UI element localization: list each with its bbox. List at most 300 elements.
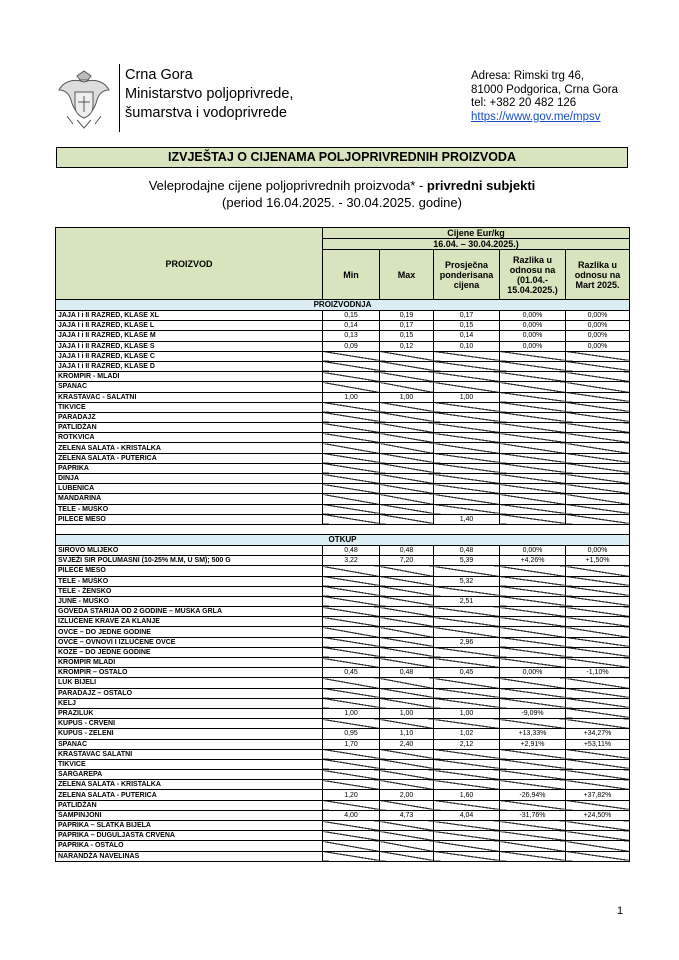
empty-cell bbox=[566, 361, 630, 371]
empty-cell bbox=[380, 759, 434, 769]
value-cell: 0,00% bbox=[500, 668, 566, 678]
empty-cell bbox=[434, 412, 500, 422]
empty-cell bbox=[434, 566, 500, 576]
product-name: SIROVO MLIJEKO bbox=[56, 545, 323, 555]
empty-cell bbox=[500, 361, 566, 371]
empty-cell bbox=[500, 607, 566, 617]
table-row bbox=[56, 382, 630, 392]
product-name: PILEĆE MESO bbox=[56, 566, 323, 576]
product-name: TELE - MUŠKO bbox=[56, 504, 323, 514]
value-cell: 0,00% bbox=[500, 341, 566, 351]
page-number: 1 bbox=[617, 905, 624, 917]
empty-cell bbox=[566, 412, 630, 422]
empty-cell bbox=[323, 719, 380, 729]
section-title: OTKUP bbox=[56, 534, 630, 545]
empty-cell bbox=[500, 770, 566, 780]
empty-cell bbox=[566, 402, 630, 412]
empty-cell bbox=[380, 423, 434, 433]
empty-cell bbox=[323, 770, 380, 780]
product-name: LUBENICA bbox=[56, 484, 323, 494]
empty-cell bbox=[323, 412, 380, 422]
empty-cell bbox=[380, 494, 434, 504]
empty-cell bbox=[566, 576, 630, 586]
table-row bbox=[56, 678, 630, 688]
table-row bbox=[56, 698, 630, 708]
empty-cell bbox=[434, 351, 500, 361]
empty-cell bbox=[434, 658, 500, 668]
empty-cell bbox=[380, 617, 434, 627]
value-cell: 0,00% bbox=[566, 545, 630, 555]
table-row bbox=[56, 841, 630, 851]
empty-cell bbox=[323, 617, 380, 627]
section-header-row bbox=[56, 300, 630, 311]
empty-cell bbox=[566, 617, 630, 627]
value-cell: -1,10% bbox=[566, 668, 630, 678]
value-cell: 7,20 bbox=[380, 556, 434, 566]
empty-cell bbox=[566, 463, 630, 473]
product-name: JAJA I i II RAZRED, KLASE M bbox=[56, 331, 323, 341]
value-cell: 0,00% bbox=[500, 311, 566, 321]
value-cell: +1,50% bbox=[566, 556, 630, 566]
value-cell: -26,94% bbox=[500, 790, 566, 800]
value-cell: 2,51 bbox=[434, 596, 500, 606]
empty-cell bbox=[500, 688, 566, 698]
ministry-name-line2: šumarstva i vodoprivrede bbox=[125, 105, 287, 121]
empty-cell bbox=[500, 402, 566, 412]
empty-cell bbox=[566, 749, 630, 759]
empty-cell bbox=[434, 433, 500, 443]
table-row bbox=[56, 331, 630, 341]
empty-cell bbox=[380, 586, 434, 596]
value-cell: -9,09% bbox=[500, 708, 566, 718]
empty-cell bbox=[380, 821, 434, 831]
value-cell: +4,26% bbox=[500, 556, 566, 566]
empty-cell bbox=[566, 678, 630, 688]
report-title: IZVJEŠTAJ O CIJENAMA POLJOPRIVREDNIH PROIZVODA bbox=[56, 147, 628, 168]
value-cell: 1,00 bbox=[380, 392, 434, 402]
empty-cell bbox=[323, 851, 380, 861]
empty-cell bbox=[380, 484, 434, 494]
empty-cell bbox=[323, 698, 380, 708]
report-subtitle bbox=[56, 177, 628, 211]
value-cell: 0,48 bbox=[380, 668, 434, 678]
empty-cell bbox=[566, 647, 630, 657]
empty-cell bbox=[500, 514, 566, 524]
product-name: KROMPIR - MLADI bbox=[56, 372, 323, 382]
column-header-min: Min bbox=[323, 250, 380, 300]
empty-cell bbox=[380, 800, 434, 810]
value-cell: 2,12 bbox=[434, 739, 500, 749]
empty-cell bbox=[323, 831, 380, 841]
empty-cell bbox=[380, 688, 434, 698]
table-row bbox=[56, 780, 630, 790]
empty-cell bbox=[566, 474, 630, 484]
empty-cell bbox=[434, 402, 500, 412]
empty-cell bbox=[434, 698, 500, 708]
table-row bbox=[56, 311, 630, 321]
product-name: OVCE – OVNOVI I IZLUČENE OVCE bbox=[56, 637, 323, 647]
empty-cell bbox=[380, 566, 434, 576]
empty-cell bbox=[434, 678, 500, 688]
table-row bbox=[56, 453, 630, 463]
empty-cell bbox=[500, 372, 566, 382]
empty-cell bbox=[323, 463, 380, 473]
product-name: IZLUČENE KRAVE ZA KLANJE bbox=[56, 617, 323, 627]
empty-cell bbox=[323, 607, 380, 617]
empty-cell bbox=[566, 759, 630, 769]
product-name: KUPUS - CRVENI bbox=[56, 719, 323, 729]
empty-cell bbox=[434, 627, 500, 637]
value-cell: 0,09 bbox=[323, 341, 380, 351]
empty-cell bbox=[434, 484, 500, 494]
empty-cell bbox=[380, 780, 434, 790]
empty-cell bbox=[380, 698, 434, 708]
section-spacer bbox=[56, 524, 630, 534]
product-name: PAPRIKA – DUGULJASTA CRVENA bbox=[56, 831, 323, 841]
table-row bbox=[56, 607, 630, 617]
product-name: SPANAĆ bbox=[56, 382, 323, 392]
empty-cell bbox=[500, 647, 566, 657]
document-header bbox=[55, 64, 630, 139]
value-cell: 0,15 bbox=[380, 331, 434, 341]
empty-cell bbox=[500, 678, 566, 688]
table-row bbox=[56, 729, 630, 739]
value-cell: 1,10 bbox=[380, 729, 434, 739]
product-name: TIKVICE bbox=[56, 759, 323, 769]
value-cell: 0,45 bbox=[434, 668, 500, 678]
product-name: ŠAMPINJONI bbox=[56, 810, 323, 820]
value-cell: 0,14 bbox=[434, 331, 500, 341]
value-cell: +53,11% bbox=[566, 739, 630, 749]
table-row bbox=[56, 514, 630, 524]
empty-cell bbox=[434, 841, 500, 851]
value-cell: 0,00% bbox=[566, 331, 630, 341]
empty-cell bbox=[380, 831, 434, 841]
empty-cell bbox=[500, 382, 566, 392]
empty-cell bbox=[434, 361, 500, 371]
empty-cell bbox=[434, 494, 500, 504]
empty-cell bbox=[323, 433, 380, 443]
empty-cell bbox=[566, 831, 630, 841]
empty-cell bbox=[323, 494, 380, 504]
empty-cell bbox=[323, 821, 380, 831]
table-row bbox=[56, 596, 630, 606]
empty-cell bbox=[380, 402, 434, 412]
empty-cell bbox=[380, 463, 434, 473]
empty-cell bbox=[380, 361, 434, 371]
empty-cell bbox=[323, 402, 380, 412]
empty-cell bbox=[500, 494, 566, 504]
empty-cell bbox=[500, 841, 566, 851]
product-name: KRASTAVAC SALATNI bbox=[56, 749, 323, 759]
empty-cell bbox=[500, 433, 566, 443]
empty-cell bbox=[323, 841, 380, 851]
product-name: KOZE – DO JEDNE GODINE bbox=[56, 647, 323, 657]
empty-cell bbox=[323, 514, 380, 524]
empty-cell bbox=[566, 841, 630, 851]
product-name: ŠARGAREPA bbox=[56, 770, 323, 780]
empty-cell bbox=[566, 504, 630, 514]
empty-cell bbox=[380, 719, 434, 729]
subtitle-text: Veleprodajne cijene poljoprivrednih proizvoda* - bbox=[148, 178, 427, 193]
product-name: GOVEDA STARIJA OD 2 GODINE – MUŠKA GRLA bbox=[56, 607, 323, 617]
empty-cell bbox=[566, 392, 630, 402]
empty-cell bbox=[566, 453, 630, 463]
empty-cell bbox=[323, 627, 380, 637]
empty-cell bbox=[323, 474, 380, 484]
table-row bbox=[56, 759, 630, 769]
value-cell: 0,10 bbox=[434, 341, 500, 351]
value-cell: +24,50% bbox=[566, 810, 630, 820]
column-header-diff-previous: Razlika u odnosu na (01.04.- 15.04.2025.) bbox=[500, 250, 566, 300]
empty-cell bbox=[380, 627, 434, 637]
value-cell: 0,12 bbox=[380, 341, 434, 351]
price-unit-header: Cijene Eur/kg bbox=[323, 228, 630, 239]
empty-cell bbox=[434, 780, 500, 790]
table-row bbox=[56, 484, 630, 494]
table-row bbox=[56, 504, 630, 514]
table-row bbox=[56, 647, 630, 657]
empty-cell bbox=[323, 586, 380, 596]
empty-cell bbox=[434, 453, 500, 463]
section-title: PROIZVODNJA bbox=[56, 300, 630, 311]
product-name: ZELENA SALATA - PUTERICA bbox=[56, 453, 323, 463]
empty-cell bbox=[434, 423, 500, 433]
empty-cell bbox=[434, 688, 500, 698]
empty-cell bbox=[500, 453, 566, 463]
value-cell: 0,13 bbox=[323, 331, 380, 341]
table-row bbox=[56, 321, 630, 331]
product-name: KROMPIR MLADI bbox=[56, 658, 323, 668]
empty-cell bbox=[500, 566, 566, 576]
value-cell: 0,48 bbox=[434, 545, 500, 555]
empty-cell bbox=[380, 576, 434, 586]
empty-cell bbox=[380, 647, 434, 657]
empty-cell bbox=[500, 780, 566, 790]
table-row bbox=[56, 770, 630, 780]
empty-cell bbox=[566, 484, 630, 494]
empty-cell bbox=[380, 678, 434, 688]
empty-cell bbox=[323, 759, 380, 769]
empty-cell bbox=[566, 627, 630, 637]
phone-number: tel: +382 20 482 126 bbox=[471, 97, 577, 109]
value-cell: 0,15 bbox=[434, 321, 500, 331]
empty-cell bbox=[380, 514, 434, 524]
value-cell: 0,19 bbox=[380, 311, 434, 321]
empty-cell bbox=[566, 382, 630, 392]
product-name: PARADAJZ bbox=[56, 412, 323, 422]
empty-cell bbox=[380, 453, 434, 463]
empty-cell bbox=[434, 382, 500, 392]
empty-cell bbox=[323, 596, 380, 606]
empty-cell bbox=[500, 596, 566, 606]
value-cell: 0,14 bbox=[323, 321, 380, 331]
table-row bbox=[56, 790, 630, 800]
value-cell: 1,70 bbox=[323, 739, 380, 749]
table-row bbox=[56, 831, 630, 841]
empty-cell bbox=[323, 647, 380, 657]
table-row bbox=[56, 361, 630, 371]
value-cell: 0,17 bbox=[380, 321, 434, 331]
empty-cell bbox=[380, 382, 434, 392]
empty-cell bbox=[500, 504, 566, 514]
address-line2: 81000 Podgorica, Crna Gora bbox=[471, 83, 619, 96]
empty-cell bbox=[380, 770, 434, 780]
organization-block bbox=[125, 66, 293, 123]
empty-cell bbox=[323, 658, 380, 668]
coat-of-arms-icon bbox=[55, 68, 113, 130]
table-row bbox=[56, 433, 630, 443]
empty-cell bbox=[500, 576, 566, 586]
empty-cell bbox=[500, 637, 566, 647]
value-cell: 4,73 bbox=[380, 810, 434, 820]
empty-cell bbox=[380, 749, 434, 759]
contact-block bbox=[471, 70, 618, 124]
empty-cell bbox=[434, 770, 500, 780]
empty-cell bbox=[500, 719, 566, 729]
empty-cell bbox=[500, 800, 566, 810]
empty-cell bbox=[500, 627, 566, 637]
empty-cell bbox=[434, 800, 500, 810]
empty-cell bbox=[323, 372, 380, 382]
address-line1: Adresa: Rimski trg 46, bbox=[471, 70, 585, 82]
table-row bbox=[56, 494, 630, 504]
empty-cell bbox=[566, 821, 630, 831]
product-name: SVJEŽI SIR POLUMASNI (10-25% M.M, U SM); 500 G bbox=[56, 556, 323, 566]
table-row bbox=[56, 586, 630, 596]
empty-cell bbox=[566, 637, 630, 647]
table-row bbox=[56, 576, 630, 586]
report-period: (period 16.04.2025. - 30.04.2025. godine) bbox=[222, 195, 462, 210]
product-name: LUK BIJELI bbox=[56, 678, 323, 688]
empty-cell bbox=[500, 658, 566, 668]
value-cell: 1,00 bbox=[434, 392, 500, 402]
empty-cell bbox=[566, 698, 630, 708]
empty-cell bbox=[500, 392, 566, 402]
empty-cell bbox=[566, 607, 630, 617]
empty-cell bbox=[380, 412, 434, 422]
table-row bbox=[56, 688, 630, 698]
product-name: OVCE – DO JEDNE GODINE bbox=[56, 627, 323, 637]
value-cell: 4,04 bbox=[434, 810, 500, 820]
empty-cell bbox=[380, 637, 434, 647]
product-name: JAJA I i II RAZRED, KLASE XL bbox=[56, 311, 323, 321]
value-cell: 1,00 bbox=[380, 708, 434, 718]
empty-cell bbox=[500, 484, 566, 494]
value-cell: 5,32 bbox=[434, 576, 500, 586]
empty-cell bbox=[500, 821, 566, 831]
empty-cell bbox=[500, 351, 566, 361]
product-name: NARANDŽA NAVELINAS bbox=[56, 851, 323, 861]
value-cell: 2,40 bbox=[380, 739, 434, 749]
website-link[interactable]: https://www.gov.me/mpsv bbox=[471, 110, 601, 123]
product-name: MANDARINA bbox=[56, 494, 323, 504]
product-name: KROMPIR – OSTALO bbox=[56, 668, 323, 678]
empty-cell bbox=[434, 647, 500, 657]
empty-cell bbox=[566, 658, 630, 668]
empty-cell bbox=[434, 463, 500, 473]
empty-cell bbox=[566, 719, 630, 729]
empty-cell bbox=[566, 851, 630, 861]
value-cell: 1,40 bbox=[434, 514, 500, 524]
empty-cell bbox=[500, 759, 566, 769]
table-row bbox=[56, 566, 630, 576]
empty-cell bbox=[380, 351, 434, 361]
table-row bbox=[56, 800, 630, 810]
empty-cell bbox=[434, 607, 500, 617]
product-name: JAJA I i II RAZRED, KLASE L bbox=[56, 321, 323, 331]
empty-cell bbox=[500, 617, 566, 627]
value-cell: +13,33% bbox=[500, 729, 566, 739]
table-row bbox=[56, 821, 630, 831]
product-name: KUPUS - ZELENI bbox=[56, 729, 323, 739]
table-row bbox=[56, 617, 630, 627]
table-row bbox=[56, 627, 630, 637]
product-name: DINJA bbox=[56, 474, 323, 484]
value-cell: 0,48 bbox=[380, 545, 434, 555]
empty-cell bbox=[434, 474, 500, 484]
column-header-max: Max bbox=[380, 250, 434, 300]
value-cell: 2,00 bbox=[380, 790, 434, 800]
empty-cell bbox=[500, 463, 566, 473]
table-row bbox=[56, 341, 630, 351]
empty-cell bbox=[323, 423, 380, 433]
value-cell: 3,22 bbox=[323, 556, 380, 566]
empty-cell bbox=[380, 372, 434, 382]
product-name: KELJ bbox=[56, 698, 323, 708]
empty-cell bbox=[323, 637, 380, 647]
ministry-name-line1: Ministarstvo poljoprivrede, bbox=[125, 86, 294, 102]
empty-cell bbox=[323, 678, 380, 688]
empty-cell bbox=[434, 759, 500, 769]
value-cell: -31,76% bbox=[500, 810, 566, 820]
empty-cell bbox=[566, 443, 630, 453]
empty-cell bbox=[323, 504, 380, 514]
empty-cell bbox=[380, 433, 434, 443]
value-cell: 0,45 bbox=[323, 668, 380, 678]
empty-cell bbox=[566, 494, 630, 504]
product-name: PAPRIKA bbox=[56, 463, 323, 473]
product-name: PATLIDŽAN bbox=[56, 800, 323, 810]
value-cell: 1,20 bbox=[323, 790, 380, 800]
product-name: ZELENA SALATA - KRISTALKA bbox=[56, 443, 323, 453]
empty-cell bbox=[323, 351, 380, 361]
section-header-row bbox=[56, 534, 630, 545]
empty-cell bbox=[500, 831, 566, 841]
table-row bbox=[56, 851, 630, 861]
price-table bbox=[55, 227, 630, 862]
empty-cell bbox=[323, 443, 380, 453]
country-name: Crna Gora bbox=[125, 67, 193, 83]
product-name: PRAZILUK bbox=[56, 708, 323, 718]
empty-cell bbox=[566, 514, 630, 524]
empty-cell bbox=[323, 688, 380, 698]
empty-cell bbox=[434, 719, 500, 729]
empty-cell bbox=[434, 749, 500, 759]
empty-cell bbox=[380, 596, 434, 606]
value-cell: 1,02 bbox=[434, 729, 500, 739]
value-cell: 4,00 bbox=[323, 810, 380, 820]
value-cell: 0,00% bbox=[566, 321, 630, 331]
table-row bbox=[56, 423, 630, 433]
table-row bbox=[56, 351, 630, 361]
value-cell: 1,00 bbox=[323, 708, 380, 718]
value-cell: 0,15 bbox=[323, 311, 380, 321]
empty-cell bbox=[323, 800, 380, 810]
empty-cell bbox=[566, 566, 630, 576]
value-cell: +37,82% bbox=[566, 790, 630, 800]
empty-cell bbox=[566, 800, 630, 810]
